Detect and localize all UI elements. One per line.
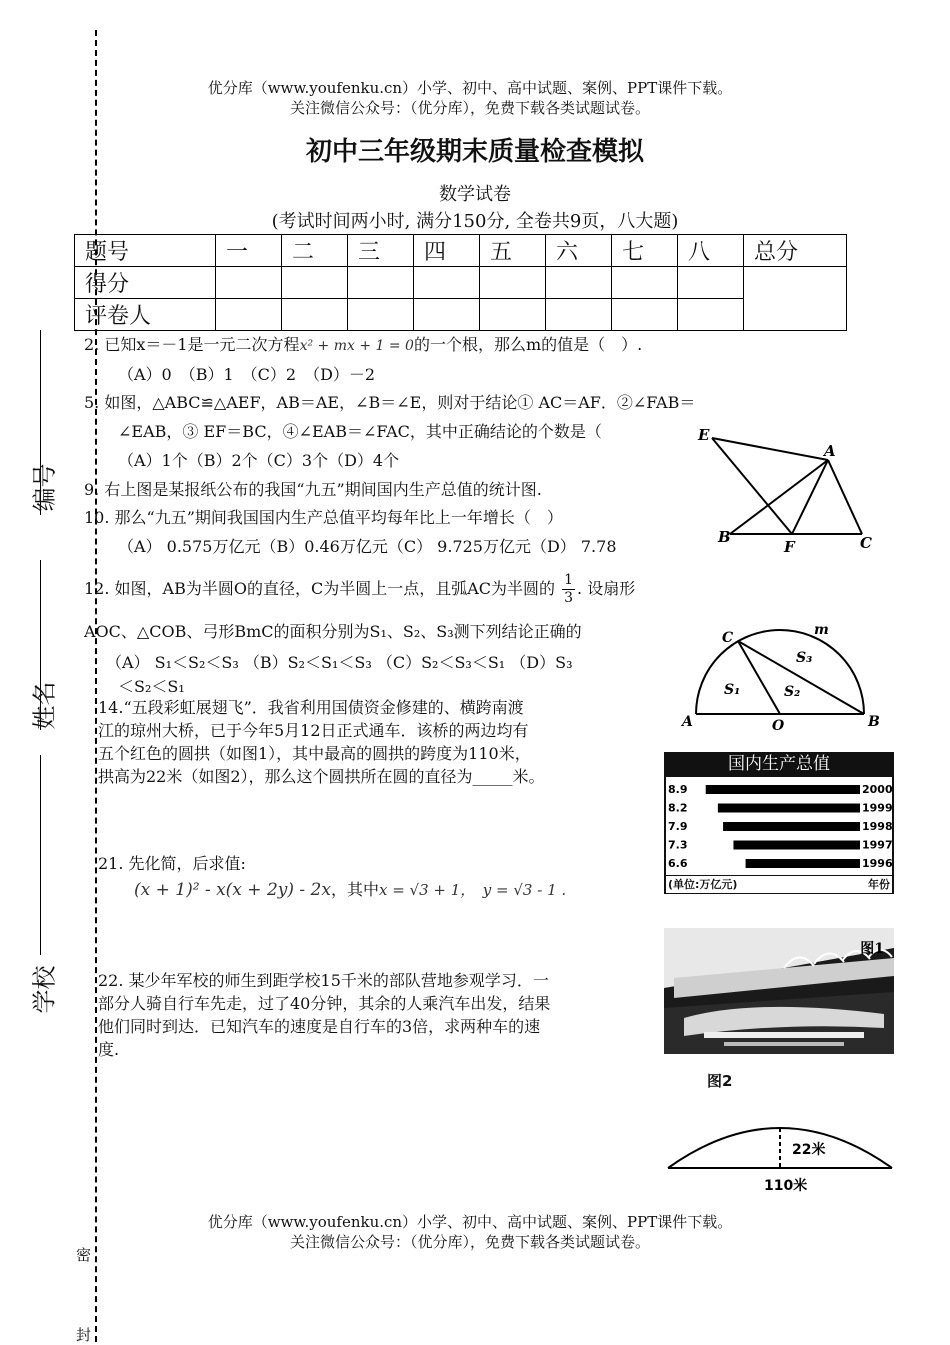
score-cell[interactable] xyxy=(216,267,282,299)
triangle-figure xyxy=(690,420,890,560)
page-title: 初中三年级期末质量检查模拟 xyxy=(305,137,644,167)
line-ac xyxy=(828,460,862,534)
table-header-cell: 四 xyxy=(414,235,480,267)
gdp-bars-svg xyxy=(666,777,892,875)
table-header-cell: 五 xyxy=(480,235,546,267)
total-score-cell[interactable] xyxy=(744,267,847,331)
header-line-2: 关注微信公众号：（优分库），免费下载各类试题试卷。 xyxy=(289,99,650,117)
score-cell[interactable] xyxy=(348,267,414,299)
q22-line-4: 度. xyxy=(98,1040,120,1059)
line-ef xyxy=(712,438,792,534)
radius-oc xyxy=(738,641,780,714)
exam-info: (考试时间两小时, 满分150分, 全卷共9页，八大题) xyxy=(271,211,679,232)
gdp-chart-title: 国内生产总值 xyxy=(728,754,830,774)
fraction-numerator: 1 xyxy=(564,572,574,588)
q5-line-1: 5. 如图，△ABC≌△AEF，AB＝AE，∠B＝∠E，则对于结论① AC＝AF．②∠FAB＝ xyxy=(84,393,696,412)
bar-value-label: 7.9 xyxy=(668,820,688,833)
q22-line-2: 部分人骑自行车先走，过了40分钟，其余的人乘汽车出发，结果 xyxy=(98,994,551,1013)
table-header-cell: 三 xyxy=(348,235,414,267)
score-cell[interactable] xyxy=(282,267,348,299)
feng-label: 封 xyxy=(76,1326,92,1344)
footer-line-1: 优分库（www.youfenku.cn）小学、初中、高中试题、案例、PPT课件下载。 xyxy=(207,1213,733,1231)
name-label: 姓名 xyxy=(30,681,59,730)
label-b: B xyxy=(868,714,880,730)
gdp-chart-body xyxy=(666,777,892,875)
label-c: C xyxy=(860,534,872,552)
fraction-denominator: 3 xyxy=(564,590,574,606)
score-table-header-row xyxy=(75,235,847,267)
q21-middle: ，其中 xyxy=(330,880,379,899)
label-c: C xyxy=(722,630,734,646)
question-10: 10. 那么“九五”期间我国国内生产总值平均每年比上一年增长（ ） xyxy=(84,508,563,527)
gdp-bar xyxy=(746,859,860,868)
grader-cell[interactable] xyxy=(480,299,546,331)
gdp-bar xyxy=(718,804,860,813)
label-a: A xyxy=(824,442,836,460)
q5-line-2: ∠EAB，③ EF＝BC，④∠EAB＝∠FAC，其中正确结论的个数是（ xyxy=(118,422,602,441)
q12-line-1-end: . 设扇形 xyxy=(577,579,636,598)
line-af xyxy=(792,460,828,534)
label-o: O xyxy=(772,718,785,734)
q14-line-2: 江的琼州大桥，已于今年5月12日正式通车．该桥的两边均有 xyxy=(98,721,529,740)
grader-cell[interactable] xyxy=(216,299,282,331)
grader-cell[interactable] xyxy=(546,299,612,331)
gdp-chart-footer xyxy=(666,876,892,893)
line-ab xyxy=(730,460,828,534)
header-line-1: 优分库（www.youfenku.cn）小学、初中、高中试题、案例、PPT课件下载。 xyxy=(207,79,733,97)
table-header-cell: 二 xyxy=(282,235,348,267)
grader-row xyxy=(75,299,847,331)
grader-cell[interactable] xyxy=(414,299,480,331)
score-cell[interactable] xyxy=(414,267,480,299)
score-cell[interactable] xyxy=(480,267,546,299)
q22-line-1: 22. 某少年军校的师生到距学校15千米的部队营地参观学习．一 xyxy=(98,971,549,990)
fraction xyxy=(562,572,575,607)
label-b: B xyxy=(718,528,731,546)
table-header-cell: 题号 xyxy=(75,235,216,267)
arch-span-label: 110米 xyxy=(764,1178,808,1194)
q22-line-3: 他们同时到达．已知汽车的速度是自行车的3倍，求两种车的速 xyxy=(98,1017,541,1036)
label-s3: S₃ xyxy=(796,650,813,666)
question-12 xyxy=(84,572,635,607)
q12-line-2: AOC、△COB、弓形BmC的面积分别为S₁、S₂、S₃测下列结论正确的 xyxy=(84,622,582,641)
label-e: E xyxy=(698,426,710,444)
gdp-bar xyxy=(706,785,860,794)
label-f: F xyxy=(784,538,795,556)
line-ea xyxy=(712,438,828,460)
q12-line-1: 12. 如图，AB为半圆O的直径，C为半圆上一点，且弧AC为半圆的 xyxy=(84,579,556,598)
q2-options: （A）0 （B）1 （C）2 （D）－2 xyxy=(118,365,376,384)
table-header-cell: 六 xyxy=(546,235,612,267)
q14-line-4: 拱高为22米（如图2），那么这个圆拱所在圆的直径为_____米。 xyxy=(98,767,545,786)
bridge-photo xyxy=(664,928,894,1054)
bar-year-label: 1997 xyxy=(862,838,892,852)
number-label: 编号 xyxy=(30,463,59,512)
q10-options: （A） 0.575万亿元（B）0.46万亿元（C） 9.725万亿元（D） 7.78 xyxy=(118,537,617,556)
bar-year-label: 1996 xyxy=(862,857,892,870)
score-cell[interactable] xyxy=(546,267,612,299)
subtitle: 数学试卷 xyxy=(439,184,511,205)
q21-formula: (x + 1)² - x(x + 2y) - 2x xyxy=(134,880,331,900)
q12-options-2: ＜S₂＜S₁ xyxy=(118,677,185,696)
grader-cell[interactable] xyxy=(348,299,414,331)
table-header-cell: 八 xyxy=(678,235,744,267)
bar-value-label: 8.9 xyxy=(668,783,688,796)
q14-line-1: 14.“五段彩虹展翅飞”．我省利用国债资金修建的、横跨南渡 xyxy=(98,698,524,717)
label-a: A xyxy=(682,714,693,730)
table-header-cell: 七 xyxy=(612,235,678,267)
gdp-bar xyxy=(723,822,860,831)
q14-line-3: 五个红色的圆拱（如图1），其中最高的圆拱的跨度为110米， xyxy=(98,744,531,763)
school-underline xyxy=(40,755,41,955)
score-cell[interactable] xyxy=(678,267,744,299)
semicircle-figure xyxy=(678,622,888,734)
bar-value-label: 8.2 xyxy=(668,801,688,815)
gdp-chart xyxy=(664,752,894,894)
table-header-cell: 一 xyxy=(216,235,282,267)
gdp-unit-label: (单位:万亿元) xyxy=(668,878,738,891)
arch-curve xyxy=(668,1128,892,1168)
score-row xyxy=(75,267,847,299)
label-s2: S₂ xyxy=(784,684,801,700)
figure-1-label: 图1 xyxy=(860,941,884,957)
q2-suffix: 的一个根，那么m的值是（ ）. xyxy=(413,335,643,354)
bar-value-label: 6.6 xyxy=(668,857,688,870)
arch-height-label: 22米 xyxy=(792,1142,826,1158)
q12-options: （A） S₁＜S₂＜S₃ （B）S₂＜S₁＜S₃ （C）S₂＜S₃＜S₁ （D）S₃ xyxy=(106,653,573,672)
label-m: m xyxy=(814,622,829,638)
bar-year-label: 2000 xyxy=(862,783,892,796)
score-table xyxy=(74,234,847,331)
question-9: 9. 右上图是某报纸公布的我国“九五”期间国内生产总值的统计图. xyxy=(84,480,542,499)
grader-cell[interactable] xyxy=(282,299,348,331)
gdp-year-label: 年份 xyxy=(868,878,890,891)
q2-formula: x² + mx + 1 = 0 xyxy=(299,338,414,354)
q21-expression xyxy=(134,875,566,905)
footer-line-2: 关注微信公众号：（优分库），免费下载各类试题试卷。 xyxy=(289,1233,650,1251)
grader-cell[interactable] xyxy=(678,299,744,331)
figure-2-caption: 图2 xyxy=(707,1072,733,1090)
q21-condition: x = √3 + 1， y = √3 - 1 . xyxy=(378,881,567,899)
row-label: 得分 xyxy=(75,267,216,299)
table-header-cell: 总分 xyxy=(744,235,847,267)
row-label: 评卷人 xyxy=(75,299,216,331)
bar-year-label: 1998 xyxy=(862,820,892,833)
grader-cell[interactable] xyxy=(612,299,678,331)
question-2 xyxy=(84,330,642,361)
q21-line-1: 21. 先化简，后求值: xyxy=(98,854,246,873)
q2-prefix: 2. 已知x＝－1是一元二次方程 xyxy=(84,335,300,354)
mi-label: 密 xyxy=(76,1246,92,1264)
label-s1: S₁ xyxy=(724,682,741,698)
bar-value-label: 7.3 xyxy=(668,838,688,852)
gdp-bar xyxy=(733,841,860,850)
q5-options: （A）1个（B）2个（C）3个（D）4个 xyxy=(118,451,400,470)
bar-year-label: 1999 xyxy=(862,801,892,815)
arch-figure xyxy=(664,1110,898,1194)
school-label: 学校 xyxy=(30,965,59,1014)
score-cell[interactable] xyxy=(612,267,678,299)
